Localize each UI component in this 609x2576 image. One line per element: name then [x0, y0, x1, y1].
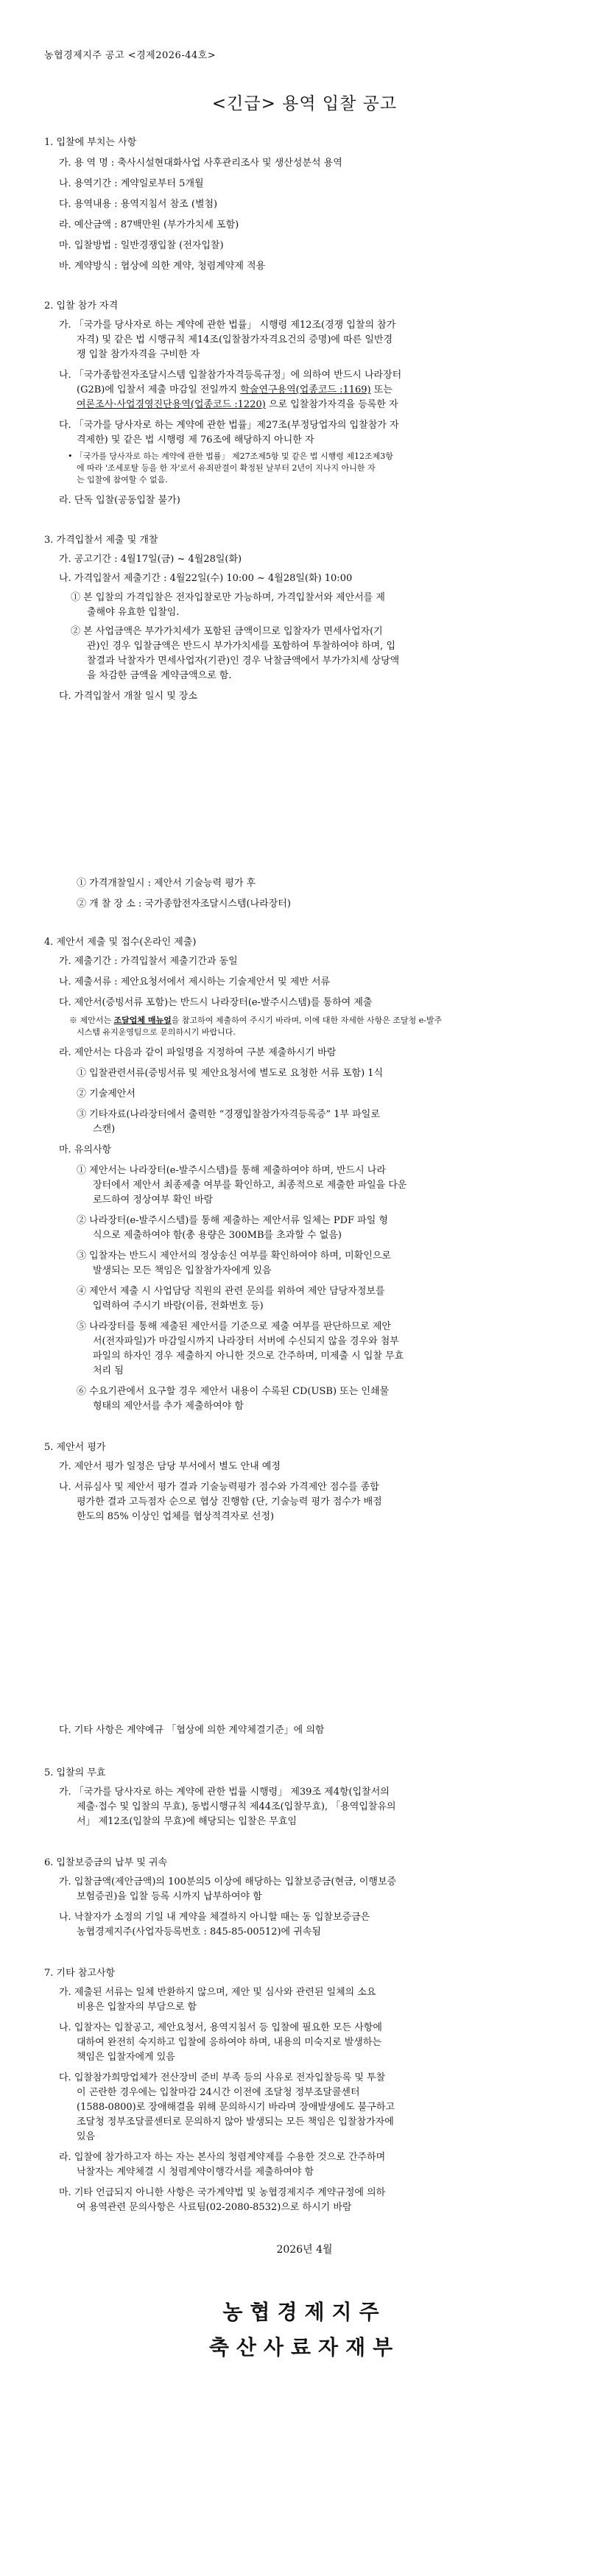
category-code-1169: 학술연구용역(업종코드 :1169)	[240, 384, 371, 395]
s4-note-text: ※ 제안서는	[69, 1016, 114, 1025]
s4-note-text: 을 참고하여 제출하여 주시기 바라며, 이에 대한 자세한 사항은 조달청 e-발주	[171, 1016, 443, 1025]
s4-m5-line: 처리 됨	[93, 1365, 124, 1376]
s8-da-line: 다. 입찰참가희망업체가 전산장비 준비 부족 등의 사유로 전자입찰등록 및 투찰	[59, 2072, 386, 2083]
s2-na-or: 또는	[373, 384, 392, 395]
s2-note-line: • 「국가를 당사자로 하는 계약에 관한 법률」 제27조제5항 및 같은 법 시행령 제12조제3항	[68, 451, 393, 461]
s4-m2-line: 식으로 제출하여야 함(총 용량은 300MB를 초과할 수 없음)	[93, 1230, 342, 1241]
section-1-heading: 1. 입찰에 부치는 사항	[44, 137, 137, 148]
s4-m5-line: ⑤ 나라장터를 통해 제출된 제안서를 기준으로 제출 여부를 판단하므로 제안	[77, 1321, 391, 1332]
s4-m2-line: ② 나라장터(e-발주시스템)를 통해 제출하는 제안서류 일체는 PDF 파일 형	[77, 1215, 388, 1226]
s6-ga-line: 제출·접수 및 입찰의 무효), 동법시행규칙 제44조(입찰무효), 「용역입찰유의	[77, 1801, 396, 1812]
s2-da-line: 격제한) 및 같은 법 시행령 제 76조에 해당하지 아니한 자	[77, 434, 314, 446]
section-notes-heading: 7. 기타 참고사항	[44, 1968, 116, 1979]
s2-na-line	[77, 398, 398, 412]
s4-m1-line: 로드하여 정상여부 확인 바람	[93, 1194, 214, 1206]
s7-ga-line: 가. 입찰금액(제안금액)의 100분의5 이상에 해당하는 입찰보증금(현금, 이행보증	[59, 1876, 397, 1887]
s4-ga-line: 가. 제출기간 : 가격입찰서 제출기간과 동일	[59, 956, 238, 967]
section-invalid-bid-heading: 5. 입찰의 무효	[44, 1767, 106, 1778]
s2-note-line: 에 따라 '조세포탈 등을 한 자'로서 유죄판결이 확정된 날부터 2년이 지나지 아니한 자	[77, 463, 376, 473]
s3-c2-line: 관)인 경우 입찰금액은 반드시 부가가치세를 포함하여 투찰하여야 하며, 입	[87, 641, 396, 652]
s8-da-line: 이 곤란한 경우에는 입찰마감 24시간 이전에 조달청 정부조달콜센터	[77, 2087, 360, 2098]
s3-c1-line: 출해야 유효한 입찰임.	[87, 607, 180, 618]
s3-d2-line: ② 개 찰 장 소 : 국가종합전자조달시스템(나라장터)	[77, 898, 291, 909]
s4-r3-line: ③ 기타자료(나라장터에서 출력한 “경쟁입찰참가자격등록증” 1부 파일로	[77, 1109, 380, 1120]
s3-c2-line: 을 차감한 금액을 계약금액으로 함.	[87, 670, 232, 681]
s6-ga-line: 서」 제12조(입찰의 무효)에 해당되는 입찰은 무효임	[77, 1816, 297, 1827]
issuer-organization: 농협경제지주	[222, 2300, 387, 2324]
s4-m3-line: ③ 입찰자는 반드시 제안서의 정상송신 여부를 확인하여야 하며, 미확인으로	[77, 1250, 391, 1261]
s4-r2-line: ② 기술제안서	[77, 1088, 135, 1099]
s8-ra-line: 낙찰자는 계약체결 시 청렴계약이행각서를 제출하여야 함	[77, 2167, 314, 2178]
s4-m5-line: 서(전자파일)가 마감일시까지 나라장터 서버에 수신되지 않을 경우와 첨부	[93, 1336, 399, 1347]
s1-item: 가. 용 역 명 : 축사시설현대화사업 사후관리조사 및 생산성분석 용역	[59, 158, 342, 169]
s4-m6-line: ⑥ 수요기관에서 요구할 경우 제안서 내용이 수록된 CD(USB) 또는 인쇄물	[77, 1386, 390, 1397]
s4-note-line	[69, 1015, 442, 1026]
s4-m4-line: ④ 제안서 제출 시 사업담당 직원의 관련 문의를 위하여 제안 담당자정보를	[77, 1286, 385, 1297]
s8-ga-line: 비용은 입찰자의 부담으로 함	[77, 2002, 197, 2013]
announcement-date: 2026년 4월	[276, 2244, 333, 2256]
page-title: <긴급> 용역 입찰 공고	[211, 94, 398, 113]
s6-ga-line: 가. 「국가를 당사자로 하는 계약에 관한 법률 시행령」 제39조 제4항(입찰서의	[59, 1787, 390, 1798]
s2-ga-line: 자격) 및 같은 법 시행규칙 제14조(입찰참가자격요건의 증명)에 따른 일반경	[77, 334, 392, 345]
s4-na-line: 나. 제출서류 : 제안요청서에서 제시하는 기술제안서 및 제반 서류	[59, 976, 331, 988]
s2-ra-line: 라. 단독 입찰(공동입찰 불가)	[59, 495, 180, 506]
s8-ga-line: 가. 제출된 서류는 일체 반환하지 않으며, 제안 및 심사와 관련된 일체의 소요	[59, 1987, 376, 1998]
s8-na-line: 나. 입찰자는 입찰공고, 제안요청서, 용역지침서 등 입찰에 필요한 모든 사항에	[59, 2022, 382, 2033]
s4-da-line: 다. 제안서(증빙서류 포함)는 반드시 나라장터(e-발주시스템)를 통하여 제출	[59, 997, 373, 1008]
section-4-heading: 4. 제안서 제출 및 접수(온라인 제출)	[44, 937, 197, 948]
s4-ma-line: 마. 유의사항	[59, 1144, 112, 1155]
category-code-1220: 여론조사·사업경영진단용역(업종코드 :1220)	[77, 399, 266, 410]
s7-ga-line: 보험증권)을 입찰 등록 시까지 납부하여야 함	[77, 1891, 262, 1902]
s3-c2-line: ② 본 사업금액은 부가가치세가 포함된 금액이므로 입찰자가 면세사업자(기	[71, 626, 383, 637]
notice-number: 농협경제지주 공고 <경제2026-44호>	[44, 50, 217, 61]
vendor-manual-link[interactable]: 조달업체 매뉴얼	[113, 1016, 172, 1025]
s1-item: 라. 예산금액 : 87백만원 (부가가치세 포함)	[59, 219, 239, 230]
s5-da-line: 다. 기타 사항은 계약예규 「협상에 의한 계약체결기준」에 의함	[59, 1725, 325, 1736]
s8-da-line: 조달청 정부조달콜센터로 문의하지 않아 발생되는 모든 책임은 입찰참가자에	[77, 2116, 394, 2128]
s3-da-line: 다. 가격입찰서 개찰 일시 및 장소	[59, 691, 198, 702]
s8-ma-line: 여 용역관련 문의사항은 사료팀(02-2080-8532)으로 하시기 바람	[77, 2202, 352, 2213]
s5-na-line: 한도의 85% 이상인 업체를 협상적격자로 선정)	[77, 1511, 275, 1522]
s7-na-line: 농협경제지주(사업자등록번호 : 845-85-00512)에 귀속됨	[77, 1926, 321, 1938]
s2-na-text: (G2B)에 입찰서 제출 마감일 전일까지	[77, 384, 238, 395]
s8-da-line: 있음	[77, 2131, 96, 2142]
s3-ga-line: 가. 공고기간 : 4월17일(금) ~ 4월28일(화)	[59, 554, 242, 565]
s4-r3-line: 스캔)	[93, 1124, 116, 1135]
s2-ga-line: 쟁 입찰 참가자격을 구비한 자	[77, 349, 200, 360]
s4-m6-line: 형태의 제안서를 추가 제출하여야 함	[93, 1401, 244, 1412]
s8-ra-line: 라. 입찰에 참가하고자 하는 자는 본사의 청렴계약제를 수용한 것으로 간주하며	[59, 2152, 386, 2163]
s4-r1-line: ① 입찰관련서류(증빙서류 및 제안요청서에 별도로 요청한 서류 포함) 1식	[77, 1068, 384, 1079]
section-2-heading: 2. 입찰 참가 자격	[44, 300, 119, 312]
s2-na-text: 으로 입찰참가자격을 등록한 자	[268, 399, 398, 410]
s8-na-line: 책임은 입찰자에게 있음	[77, 2052, 175, 2063]
s8-ma-line: 마. 기타 언급되지 아니한 사항은 국가계약법 및 농협경제지주 계약규정에 의하	[59, 2187, 386, 2198]
s4-m3-line: 발생되는 모든 책임은 입찰참가자에게 있음	[93, 1265, 272, 1276]
s8-na-line: 대하여 완전히 숙지하고 입찰에 응하여야 하며, 내용의 미숙지로 발생하는	[77, 2037, 381, 2048]
s4-m1-line: 장터에서 제안서 최종제출 여부를 확인하고, 최종적으로 제출한 파일을 다운	[93, 1180, 407, 1191]
s4-m1-line: ① 제안서는 나라장터(e-발주시스템)를 통해 제출하여야 하며, 반드시 나라	[77, 1165, 386, 1176]
s5-na-line: 평가한 결과 고득점자 순으로 협상 진행함 (단, 기술능력 평가 점수가 배점	[77, 1496, 382, 1507]
s1-item: 나. 용역기간 : 계약일로부터 5개월	[59, 178, 204, 189]
s1-item: 바. 계약방식 : 협상에 의한 계약, 청렴계약제 적용	[59, 261, 266, 272]
s3-na-line: 나. 가격입찰서 제출기간 : 4월22일(수) 10:00 ~ 4월28일(화) 10:00	[59, 573, 353, 584]
s2-ga-line: 가. 「국가를 당사자로 하는 계약에 관한 법률」 시행령 제12조(경쟁 입찰의 참가	[59, 320, 396, 331]
s7-na-line: 나. 낙찰자가 소정의 기일 내 계약을 체결하지 아니할 때는 동 입찰보증금은	[59, 1912, 370, 1923]
s2-da-line: 다. 「국가를 당사자로 하는 계약에 관한 법률」제27조(부정당업자의 입찰참가 자	[59, 420, 399, 431]
s1-item: 다. 용역내용 : 용역지침서 참조 (별첨)	[59, 199, 218, 210]
s2-na-line	[77, 383, 392, 398]
s3-c1-line: ① 본 입찰의 가격입찰은 전자입찰로만 가능하며, 가격입찰서와 제안서를 제	[71, 592, 385, 603]
s5-na-line: 나. 서류심사 및 제안서 평가 결과 기술능력평가 점수와 가격제안 점수를 종합	[59, 1482, 379, 1493]
s2-na-line: 나. 「국가종합전자조달시스템 입찰참가자격등록규정」에 의하여 반드시 나라장터	[59, 370, 402, 381]
s1-item: 마. 입찰방법 : 일반경쟁입찰 (전자입찰)	[59, 240, 224, 251]
s4-ra-line: 라. 제안서는 다음과 같이 파일명을 지정하여 구분 제출하시기 바람	[59, 1047, 337, 1058]
section-bid-bond-heading: 6. 입찰보증금의 납부 및 귀속	[44, 1857, 168, 1868]
issuer-department: 축산사료자재부	[208, 2335, 401, 2359]
section-3-heading: 3. 가격입찰서 제출 및 개찰	[44, 535, 158, 546]
s3-d1-line: ① 가격개찰일시 : 제안서 기술능력 평가 후	[77, 878, 256, 889]
section-5-heading: 5. 제안서 평가	[44, 1442, 106, 1453]
s2-note-line: 는 입찰에 참여할 수 없음.	[77, 475, 168, 485]
s3-c2-line: 찰결과 낙찰자가 면세사업자(기관)인 경우 낙찰금액에서 부가가치세 상당액	[87, 655, 400, 666]
s8-da-line: (1588-0800)로 장애해결을 위해 문의하시기 바라며 장애발생에도 불구하고	[77, 2102, 395, 2113]
s5-ga-line: 가. 제안서 평가 일정은 담당 부서에서 별도 안내 예정	[59, 1461, 281, 1472]
s4-note-line: 시스템 유지운영팀으로 문의하시기 바랍니다.	[77, 1027, 236, 1037]
s4-m5-line: 파일의 하자인 경우 제출하지 아니한 것으로 간주하며, 미제출 시 입찰 무효	[93, 1351, 404, 1362]
s4-m4-line: 입력하여 주시기 바람(이름, 전화번호 등)	[93, 1301, 264, 1312]
